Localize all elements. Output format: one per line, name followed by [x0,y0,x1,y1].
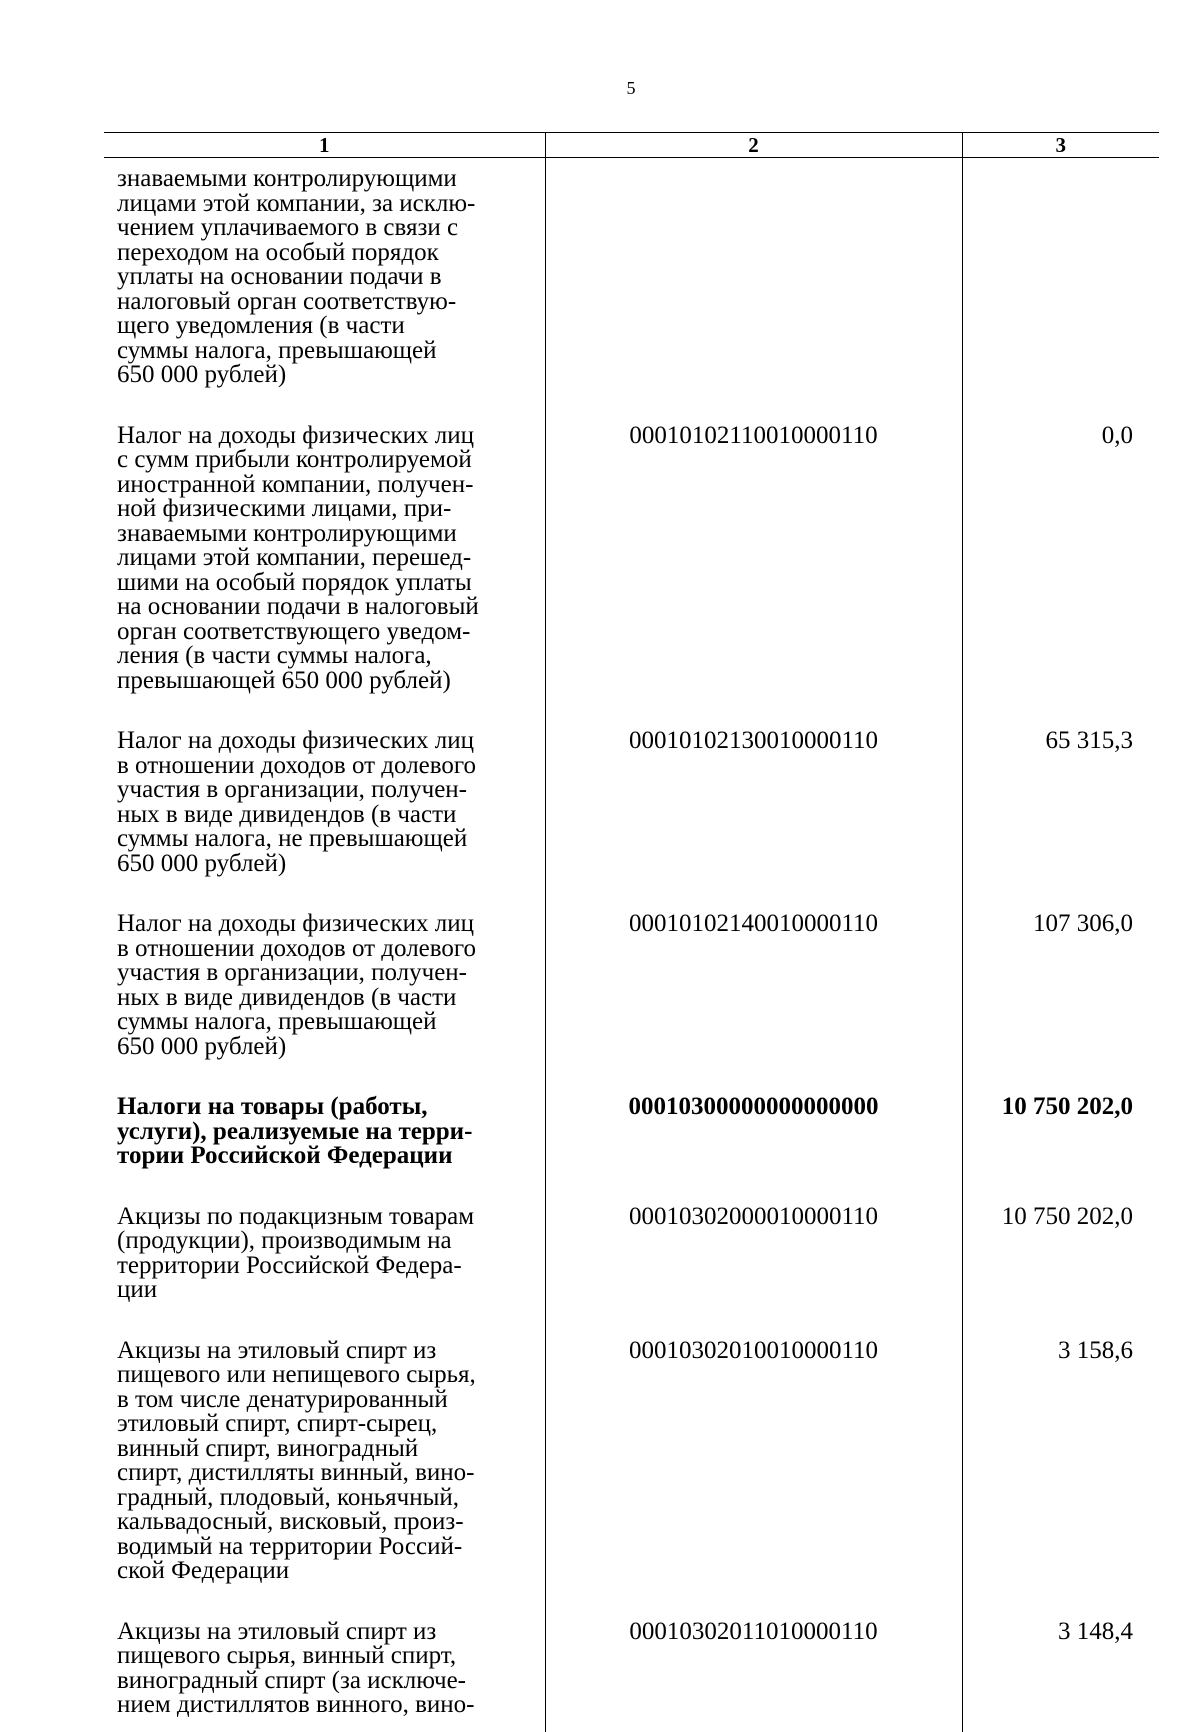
revenue-name-line: территории Российской Федера- [117,1251,462,1279]
revenue-name-line: пищевого сырья, винный спирт, [117,1642,457,1669]
revenue-name-line: виноградный спирт (за исключе- [117,1666,466,1694]
table-row [104,717,1159,900]
revenue-name-line: ных в виде дивидендов (в части [117,800,457,828]
revenue-name-line: Акцизы на этиловый спирт из [117,1336,437,1364]
revenue-name-cell [104,1327,545,1608]
revenue-name-cell [104,1193,545,1327]
revenue-name-line: участия в организации, получен- [117,959,467,986]
budget-code-cell: 00010302010010000110 [545,1327,962,1608]
budget-code-cell [545,158,962,412]
revenue-name-line: Налоги на товары (работы, [117,1093,428,1120]
revenue-name-line: суммы налога, превышающей [117,336,437,364]
revenue-name-line: тории Российской Федерации [117,1142,453,1169]
revenue-name-line: спирт, дистилляты винный, вино- [117,1459,475,1486]
table-body [104,158,1159,1732]
table-row [104,158,1159,412]
revenue-name-line: кальвадосный, висковый, произ- [117,1508,464,1535]
revenue-name-line: иностранной компании, получен- [117,470,474,498]
revenue-name-line: знаваемыми контролирующими [117,165,457,192]
revenue-name-line: ления (в части суммы налога, [117,642,432,669]
revenue-name-line: превышающей 650 000 рублей) [117,666,451,694]
amount-cell: 3 148,4 [962,1608,1159,1732]
amount-cell: 65 315,3 [962,717,1159,900]
revenue-name-line: Акцизы по подакцизным товарам [117,1202,475,1230]
budget-revenue-table [104,132,1159,1732]
budget-code-cell: 00010102140010000110 [545,900,962,1083]
revenue-name-line: орган соответствующего уведом- [117,617,471,645]
revenue-name-line: нием дистиллятов винного, вино- [117,1691,475,1718]
revenue-name-cell [104,717,545,900]
revenue-name-line: налоговый орган соответствую- [117,287,457,315]
revenue-name-line: чением уплачиваемого в связи с [117,214,459,241]
table-row [104,1327,1159,1608]
revenue-name-line: суммы налога, превышающей [117,1008,437,1035]
table-row [104,412,1159,718]
revenue-name-cell [104,1608,545,1732]
budget-code-cell: 00010302000010000110 [545,1193,962,1327]
revenue-name-line: в отношении доходов от долевого [117,751,477,779]
column-header-2: 2 [545,133,962,158]
budget-code-cell: 00010302011010000110 [545,1608,962,1732]
revenue-name-line: с сумм прибыли контролируемой [117,446,472,473]
revenue-name-line: водимый на территории Россий- [117,1532,463,1560]
revenue-name-line: ной физическими лицами, при- [117,495,452,522]
table-row [104,1193,1159,1327]
revenue-name-line: ции [117,1276,158,1303]
revenue-name-line: уплаты на основании подачи в [117,263,442,290]
revenue-name-cell [104,158,545,412]
revenue-name-line: Налог на доходы физических лиц [117,727,474,754]
budget-code-cell: 00010102110010000110 [545,412,962,718]
revenue-name-line: участия в организации, получен- [117,776,467,803]
table-header-row [104,133,1159,158]
amount-cell: 10 750 202,0 [962,1083,1159,1193]
table-row [104,1608,1159,1732]
table-row [104,900,1159,1083]
amount-cell: 0,0 [962,412,1159,718]
page-number: 5 [626,78,636,98]
revenue-name-line: в том числе денатурированный [117,1385,448,1413]
revenue-name-line: на основании подачи в налоговый [117,593,479,620]
revenue-name-line: лицами этой компании, перешед- [117,544,472,571]
revenue-name-line: переходом на особый порядок [117,238,439,266]
revenue-name-line: знаваемыми контролирующими [117,519,457,547]
budget-code-cell: 00010300000000000000 [545,1083,962,1193]
revenue-name-line: лицами этой компании, за исклю- [117,189,476,217]
revenue-name-line: суммы налога, не превышающей [117,825,468,852]
revenue-name-cell [104,900,545,1083]
amount-cell: 107 306,0 [962,900,1159,1083]
revenue-name-line: градный, плодовый, коньячный, [117,1483,459,1511]
revenue-name-line: (продукции), производимым на [117,1227,452,1254]
revenue-name-line: в отношении доходов от долевого [117,934,477,962]
revenue-name-line: 650 000 рублей) [117,361,287,388]
revenue-name-line: ской Федерации [117,1557,290,1584]
revenue-name-line: Акцизы на этиловый спирт из [117,1617,437,1645]
revenue-name-line: Налог на доходы физических лиц [117,910,474,937]
revenue-name-line: шими на особый порядок уплаты [117,568,472,596]
table-row [104,1083,1159,1193]
revenue-name-cell [104,412,545,718]
revenue-name-line: Налог на доходы физических лиц [117,421,474,449]
revenue-name-line: этиловый спирт, спирт-сырец, [117,1410,438,1437]
revenue-name-line: щего уведомления (в части [117,312,405,339]
budget-code-cell: 00010102130010000110 [545,717,962,900]
column-header-3: 3 [962,133,1159,158]
revenue-name-cell [104,1083,545,1193]
revenue-name-line: пищевого или непищевого сырья, [117,1361,476,1388]
revenue-name-line: винный спирт, виноградный [117,1434,419,1462]
revenue-name-line: 650 000 рублей) [117,849,287,877]
revenue-name-line: услуги), реализуемые на терри- [117,1117,473,1145]
amount-cell: 3 158,6 [962,1327,1159,1608]
amount-cell: 10 750 202,0 [962,1193,1159,1327]
amount-cell [962,158,1159,412]
revenue-name-line: ных в виде дивидендов (в части [117,983,457,1011]
column-header-1: 1 [104,133,545,158]
revenue-name-line: 650 000 рублей) [117,1032,287,1060]
